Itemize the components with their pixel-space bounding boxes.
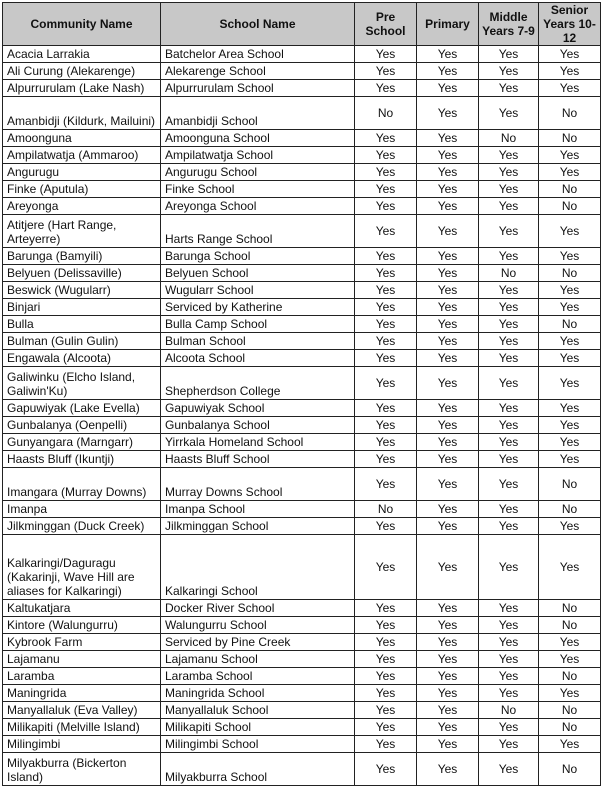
table-row [3,518,601,535]
table-row [3,282,601,299]
community-name-cell: Laramba [3,668,161,685]
pre-school-cell: Yes [355,333,417,350]
school-name-cell: Kalkaringi School [161,535,355,600]
table-row [3,651,601,668]
community-name-cell: Ampilatwatja (Ammaroo) [3,147,161,164]
primary-cell: Yes [417,63,479,80]
primary-cell: Yes [417,634,479,651]
senior-years-cell: Yes [539,46,601,63]
header-row [3,3,601,46]
pre-school-cell: Yes [355,451,417,468]
community-name-cell: Milyakburra (Bickerton Island) [3,753,161,786]
community-name-cell: Kalkaringi/Daguragu (Kakarinji, Wave Hill are aliases for Kalkaringi) [3,535,161,600]
middle-years-cell: Yes [479,501,539,518]
community-name-cell: Alpurrurulam (Lake Nash) [3,80,161,97]
community-name-cell: Manyallaluk (Eva Valley) [3,702,161,719]
middle-years-cell: Yes [479,46,539,63]
middle-years-cell: Yes [479,651,539,668]
school-name-cell: Serviced by Pine Creek [161,634,355,651]
senior-years-cell: Yes [539,80,601,97]
header-senior-years: Senior Years 10-12 [539,3,601,46]
table-row [3,600,601,617]
middle-years-cell: Yes [479,668,539,685]
senior-years-cell: Yes [539,248,601,265]
primary-cell: Yes [417,417,479,434]
middle-years-cell: Yes [479,248,539,265]
middle-years-cell: Yes [479,417,539,434]
pre-school-cell: Yes [355,130,417,147]
senior-years-cell: Yes [539,400,601,417]
middle-years-cell: Yes [479,299,539,316]
pre-school-cell: Yes [355,282,417,299]
senior-years-cell: Yes [539,451,601,468]
community-name-cell: Finke (Aputula) [3,181,161,198]
community-name-cell: Beswick (Wugularr) [3,282,161,299]
table-row [3,215,601,248]
table-row [3,147,601,164]
table-row [3,685,601,702]
middle-years-cell: Yes [479,617,539,634]
school-name-cell: Barunga School [161,248,355,265]
pre-school-cell: Yes [355,265,417,282]
primary-cell: Yes [417,316,479,333]
pre-school-cell: No [355,501,417,518]
middle-years-cell: Yes [479,600,539,617]
school-name-cell: Walungurru School [161,617,355,634]
middle-years-cell: Yes [479,468,539,501]
table-row [3,333,601,350]
primary-cell: Yes [417,248,479,265]
pre-school-cell: Yes [355,617,417,634]
middle-years-cell: Yes [479,97,539,130]
table-row [3,130,601,147]
school-name-cell: Shepherdson College [161,367,355,400]
table-row [3,164,601,181]
table-row [3,299,601,316]
primary-cell: Yes [417,282,479,299]
community-name-cell: Binjari [3,299,161,316]
primary-cell: Yes [417,265,479,282]
senior-years-cell: Yes [539,434,601,451]
senior-years-cell: Yes [539,685,601,702]
middle-years-cell: Yes [479,400,539,417]
community-name-cell: Barunga (Bamyili) [3,248,161,265]
community-name-cell: Amanbidji (Kildurk, Mailuini) [3,97,161,130]
community-name-cell: Galiwinku (Elcho Island, Galiwin'Ku) [3,367,161,400]
senior-years-cell: Yes [539,299,601,316]
community-name-cell: Ali Curung (Alekarenge) [3,63,161,80]
school-name-cell: Gapuwiyak School [161,400,355,417]
table-row [3,468,601,501]
primary-cell: Yes [417,719,479,736]
table-row [3,198,601,215]
senior-years-cell: No [539,600,601,617]
pre-school-cell: Yes [355,400,417,417]
school-name-cell: Imanpa School [161,501,355,518]
middle-years-cell: Yes [479,164,539,181]
pre-school-cell: Yes [355,350,417,367]
pre-school-cell: Yes [355,753,417,786]
table-row [3,434,601,451]
senior-years-cell: Yes [539,535,601,600]
pre-school-cell: Yes [355,634,417,651]
table-row [3,617,601,634]
senior-years-cell: Yes [539,417,601,434]
table-row [3,80,601,97]
senior-years-cell: No [539,198,601,215]
middle-years-cell: Yes [479,634,539,651]
primary-cell: Yes [417,350,479,367]
primary-cell: Yes [417,97,479,130]
senior-years-cell: Yes [539,518,601,535]
senior-years-cell: No [539,702,601,719]
community-name-cell: Jilkminggan (Duck Creek) [3,518,161,535]
community-name-cell: Kintore (Walungurru) [3,617,161,634]
middle-years-cell: Yes [479,719,539,736]
pre-school-cell: Yes [355,434,417,451]
table-row [3,248,601,265]
table-body [3,46,601,786]
table-row [3,451,601,468]
pre-school-cell: Yes [355,518,417,535]
pre-school-cell: Yes [355,736,417,753]
primary-cell: Yes [417,736,479,753]
middle-years-cell: Yes [479,147,539,164]
primary-cell: Yes [417,600,479,617]
senior-years-cell: Yes [539,147,601,164]
table-row [3,501,601,518]
senior-years-cell: No [539,719,601,736]
primary-cell: Yes [417,501,479,518]
primary-cell: Yes [417,181,479,198]
pre-school-cell: Yes [355,147,417,164]
middle-years-cell: Yes [479,736,539,753]
community-name-cell: Gunyangara (Marngarr) [3,434,161,451]
primary-cell: Yes [417,535,479,600]
pre-school-cell: Yes [355,80,417,97]
school-name-cell: Finke School [161,181,355,198]
community-name-cell: Maningrida [3,685,161,702]
middle-years-cell: Yes [479,685,539,702]
schools-table-container [2,2,600,786]
school-name-cell: Yirrkala Homeland School [161,434,355,451]
senior-years-cell: Yes [539,350,601,367]
table-row [3,753,601,786]
middle-years-cell: Yes [479,350,539,367]
middle-years-cell: Yes [479,434,539,451]
primary-cell: Yes [417,400,479,417]
table-row [3,97,601,130]
senior-years-cell: Yes [539,367,601,400]
pre-school-cell: Yes [355,468,417,501]
school-name-cell: Docker River School [161,600,355,617]
school-name-cell: Milyakburra School [161,753,355,786]
senior-years-cell: No [539,617,601,634]
senior-years-cell: Yes [539,63,601,80]
community-name-cell: Kaltukatjara [3,600,161,617]
community-schools-table [2,2,601,786]
senior-years-cell: No [539,130,601,147]
primary-cell: Yes [417,333,479,350]
primary-cell: Yes [417,147,479,164]
school-name-cell: Murray Downs School [161,468,355,501]
school-name-cell: Jilkminggan School [161,518,355,535]
middle-years-cell: No [479,130,539,147]
school-name-cell: Wugularr School [161,282,355,299]
primary-cell: Yes [417,651,479,668]
school-name-cell: Milikapiti School [161,719,355,736]
middle-years-cell: Yes [479,753,539,786]
community-name-cell: Acacia Larrakia [3,46,161,63]
school-name-cell: Laramba School [161,668,355,685]
community-name-cell: Areyonga [3,198,161,215]
school-name-cell: Angurugu School [161,164,355,181]
pre-school-cell: Yes [355,367,417,400]
senior-years-cell: No [539,316,601,333]
primary-cell: Yes [417,367,479,400]
header-primary: Primary [417,3,479,46]
senior-years-cell: Yes [539,164,601,181]
school-name-cell: Haasts Bluff School [161,451,355,468]
middle-years-cell: Yes [479,282,539,299]
school-name-cell: Alpurrurulam School [161,80,355,97]
school-name-cell: Serviced by Katherine [161,299,355,316]
community-name-cell: Atitjere (Hart Range, Arteyerre) [3,215,161,248]
senior-years-cell: No [539,265,601,282]
middle-years-cell: Yes [479,518,539,535]
pre-school-cell: Yes [355,600,417,617]
school-name-cell: Maningrida School [161,685,355,702]
community-name-cell: Bulla [3,316,161,333]
pre-school-cell: Yes [355,299,417,316]
school-name-cell: Manyallaluk School [161,702,355,719]
senior-years-cell: No [539,97,601,130]
pre-school-cell: Yes [355,719,417,736]
senior-years-cell: Yes [539,215,601,248]
pre-school-cell: Yes [355,46,417,63]
school-name-cell: Harts Range School [161,215,355,248]
table-row [3,350,601,367]
senior-years-cell: No [539,181,601,198]
school-name-cell: Amoonguna School [161,130,355,147]
primary-cell: Yes [417,685,479,702]
community-name-cell: Gapuwiyak (Lake Evella) [3,400,161,417]
table-row [3,46,601,63]
senior-years-cell: No [539,501,601,518]
senior-years-cell: Yes [539,651,601,668]
middle-years-cell: No [479,702,539,719]
community-name-cell: Gunbalanya (Oenpelli) [3,417,161,434]
school-name-cell: Amanbidji School [161,97,355,130]
middle-years-cell: Yes [479,181,539,198]
school-name-cell: Batchelor Area School [161,46,355,63]
community-name-cell: Milingimbi [3,736,161,753]
school-name-cell: Bulla Camp School [161,316,355,333]
community-name-cell: Milikapiti (Melville Island) [3,719,161,736]
community-name-cell: Engawala (Alcoota) [3,350,161,367]
school-name-cell: Belyuen School [161,265,355,282]
primary-cell: Yes [417,80,479,97]
table-row [3,736,601,753]
pre-school-cell: Yes [355,63,417,80]
header-community-name: Community Name [3,3,161,46]
primary-cell: Yes [417,702,479,719]
community-name-cell: Kybrook Farm [3,634,161,651]
middle-years-cell: Yes [479,535,539,600]
middle-years-cell: Yes [479,451,539,468]
community-name-cell: Haasts Bluff (Ikuntji) [3,451,161,468]
pre-school-cell: Yes [355,181,417,198]
senior-years-cell: Yes [539,333,601,350]
primary-cell: Yes [417,164,479,181]
pre-school-cell: Yes [355,198,417,215]
pre-school-cell: Yes [355,417,417,434]
middle-years-cell: Yes [479,367,539,400]
pre-school-cell: Yes [355,164,417,181]
table-row [3,719,601,736]
primary-cell: Yes [417,617,479,634]
school-name-cell: Areyonga School [161,198,355,215]
senior-years-cell: Yes [539,282,601,299]
table-row [3,400,601,417]
school-name-cell: Alekarenge School [161,63,355,80]
pre-school-cell: Yes [355,651,417,668]
pre-school-cell: Yes [355,535,417,600]
community-name-cell: Bulman (Gulin Gulin) [3,333,161,350]
senior-years-cell: Yes [539,736,601,753]
middle-years-cell: Yes [479,333,539,350]
pre-school-cell: Yes [355,316,417,333]
school-name-cell: Bulman School [161,333,355,350]
table-row [3,702,601,719]
pre-school-cell: Yes [355,248,417,265]
header-middle-years: Middle Years 7-9 [479,3,539,46]
community-name-cell: Amoonguna [3,130,161,147]
senior-years-cell: No [539,668,601,685]
table-row [3,265,601,282]
school-name-cell: Alcoota School [161,350,355,367]
primary-cell: Yes [417,753,479,786]
pre-school-cell: Yes [355,668,417,685]
header-pre-school: Pre School [355,3,417,46]
table-row [3,181,601,198]
school-name-cell: Ampilatwatja School [161,147,355,164]
middle-years-cell: Yes [479,80,539,97]
pre-school-cell: Yes [355,215,417,248]
primary-cell: Yes [417,299,479,316]
primary-cell: Yes [417,215,479,248]
school-name-cell: Lajamanu School [161,651,355,668]
senior-years-cell: No [539,468,601,501]
middle-years-cell: Yes [479,198,539,215]
table-row [3,316,601,333]
pre-school-cell: Yes [355,702,417,719]
middle-years-cell: No [479,265,539,282]
middle-years-cell: Yes [479,215,539,248]
community-name-cell: Imangara (Murray Downs) [3,468,161,501]
primary-cell: Yes [417,46,479,63]
primary-cell: Yes [417,130,479,147]
table-row [3,668,601,685]
table-row [3,634,601,651]
pre-school-cell: No [355,97,417,130]
pre-school-cell: Yes [355,685,417,702]
table-row [3,417,601,434]
community-name-cell: Angurugu [3,164,161,181]
primary-cell: Yes [417,451,479,468]
table-row [3,63,601,80]
table-row [3,535,601,600]
community-name-cell: Belyuen (Delissaville) [3,265,161,282]
header-school-name: School Name [161,3,355,46]
senior-years-cell: No [539,753,601,786]
primary-cell: Yes [417,198,479,215]
senior-years-cell: Yes [539,634,601,651]
primary-cell: Yes [417,668,479,685]
primary-cell: Yes [417,468,479,501]
primary-cell: Yes [417,434,479,451]
community-name-cell: Imanpa [3,501,161,518]
primary-cell: Yes [417,518,479,535]
table-row [3,367,601,400]
middle-years-cell: Yes [479,63,539,80]
community-name-cell: Lajamanu [3,651,161,668]
school-name-cell: Gunbalanya School [161,417,355,434]
middle-years-cell: Yes [479,316,539,333]
school-name-cell: Milingimbi School [161,736,355,753]
